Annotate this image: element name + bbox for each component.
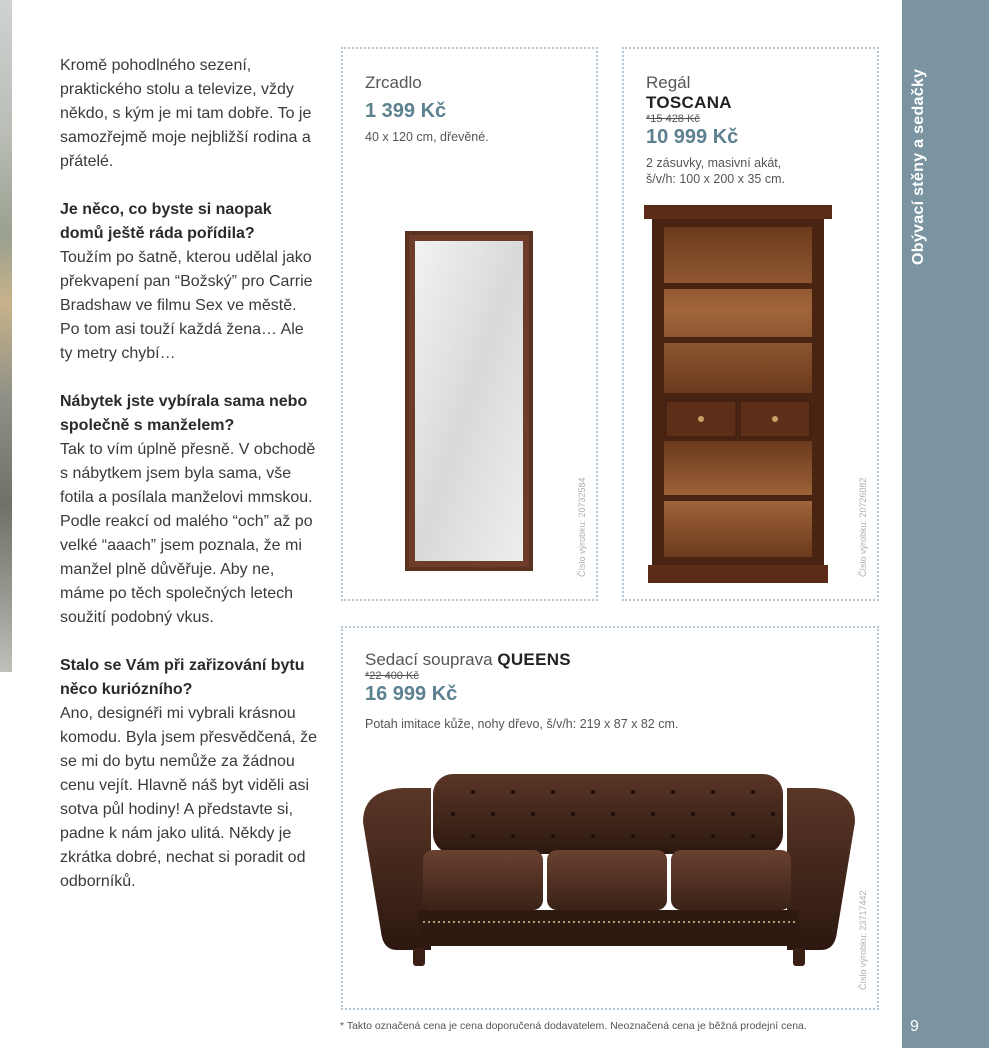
- section-title: Obývací stěny a sedačky: [910, 68, 927, 265]
- mirror-image: [405, 231, 533, 571]
- product-desc: 40 x 120 cm, dřevěné.: [365, 130, 489, 144]
- photo-edge: [0, 0, 12, 672]
- desc-line: š/v/h: 100 x 200 x 35 cm.: [646, 172, 785, 186]
- product-name: Sedací souprava: [365, 650, 493, 669]
- product-name: Regál: [646, 73, 691, 92]
- desc-line: 2 zásuvky, masivní akát,: [646, 156, 782, 170]
- interview-article: [60, 54, 318, 918]
- product-desc: [646, 155, 785, 187]
- product-name: Zrcadlo: [365, 73, 422, 92]
- shelf-image: [644, 205, 834, 585]
- product-old-price: *22 400 Kč: [365, 670, 419, 682]
- question: Stalo se Vám při zařizování bytu něco kuriózního?: [60, 657, 305, 698]
- product-title: [365, 650, 678, 670]
- product-sku: Číslo výrobku: 20732584: [577, 477, 587, 577]
- product-sku: Číslo výrobku: 20726082: [858, 477, 868, 577]
- product-card-mirror[interactable]: [341, 47, 598, 601]
- article-paragraph: Kromě pohodlného sezení, praktického stolu a televize, vždy někdo, s kým je mi tam dobře. To je samozřejmě moje nejbližší rodina a přátelé.: [60, 57, 312, 170]
- question: Nábytek jste vybírala sama nebo společně s manželem?: [60, 393, 308, 434]
- product-price: 10 999 Kč: [646, 126, 739, 148]
- product-old-price: *15 428 Kč: [646, 113, 700, 125]
- sofa-image: [353, 772, 865, 972]
- product-card-shelf[interactable]: [622, 47, 879, 601]
- answer: Ano, designéři mi vybrali krásnou komodu. Byla jsem přesvědčená, že se mi do bytu nemůže za žádnou cenu vejít. Hlavně náš byt viděli asi sotva půl hodiny! A představte si, padne k nám jako ulitá. Někdy je zkrátka dobré, nechat si poradit od odborníků.: [60, 705, 318, 890]
- product-brand: TOSCANA: [646, 93, 732, 112]
- answer: Toužím po šatně, kterou udělal jako překvapení pan “Božský” pro Carrie Bradshaw ve filmu Sex ve městě. Po tom asi touží každá žena… Ale ty metry chybí…: [60, 249, 313, 362]
- question: Je něco, co byste si naopak domů ještě ráda pořídila?: [60, 201, 272, 242]
- answer: Tak to vím úplně přesně. V obchodě s nábytkem jsem byla sama, vše fotila a posílala manželovi mmskou. Podle reakcí od malého “och” až po velké “aaach” jsem poznala, že mi manžel plně důvěřuje. Aby ne, máme po těch společných letech soužití podobný vkus.: [60, 441, 316, 626]
- product-sku: Číslo výrobku: 23717442: [858, 890, 868, 990]
- price-footnote: * Takto označená cena je cena doporučená dodavatelem. Neoznačená cena je běžná prodejní cena.: [340, 1020, 807, 1032]
- product-price: 1 399 Kč: [365, 100, 447, 122]
- product-brand: QUEENS: [497, 650, 571, 669]
- product-price: 16 999 Kč: [365, 683, 458, 705]
- page-number: 9: [910, 1018, 919, 1035]
- product-desc: Potah imitace kůže, nohy dřevo, š/v/h: 219 x 87 x 82 cm.: [365, 717, 679, 731]
- product-card-sofa[interactable]: [341, 626, 879, 1010]
